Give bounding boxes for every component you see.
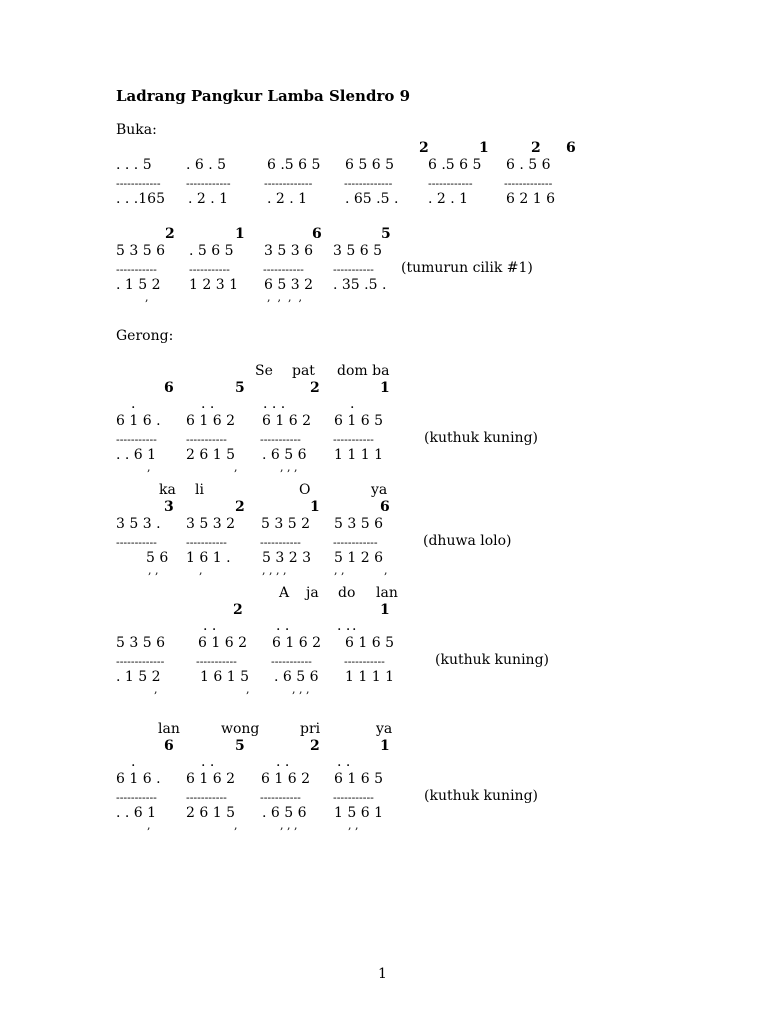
divider-line: ----------- (333, 263, 374, 276)
octave-mark: , , , (292, 683, 310, 696)
lyric-syllable: ya (371, 482, 388, 498)
octave-mark: , (145, 291, 149, 304)
notation-group: 1 1 1 1 (345, 669, 394, 685)
notation-group: 6 .5 6 5 (267, 157, 321, 173)
divider-line: ------------- (116, 655, 165, 668)
notation-group: . 5 6 5 (189, 243, 234, 259)
lyric-syllable: O (299, 482, 311, 498)
notation-group: 6 .5 6 5 (428, 157, 482, 173)
octave-mark: , , (348, 819, 359, 832)
lyric-syllable: ka (159, 482, 176, 498)
octave-dot: . (352, 618, 357, 634)
divider-line: ----------- (263, 263, 304, 276)
gong-note: 1 (380, 380, 390, 396)
octave-mark: , , (334, 564, 345, 577)
notation-group: . 6 . 5 (186, 157, 227, 173)
octave-mark: , (154, 683, 158, 696)
gong-note: 6 (566, 140, 576, 156)
notation-group: 2 6 1 5 (186, 447, 235, 463)
notation-group: 6 1 6 5 (334, 771, 383, 787)
notation-group: . . 6 1 (116, 447, 157, 463)
section-note: (kuthuk kuning) (424, 430, 538, 446)
notation-group: 1 5 6 1 (334, 805, 383, 821)
gong-note: 5 (381, 226, 391, 242)
lyric-syllable: A (279, 585, 290, 601)
divider-line: ----------- (116, 263, 157, 276)
octave-dot: . . (276, 754, 290, 770)
octave-mark: , , , (280, 461, 298, 474)
octave-mark: , , , , (262, 564, 287, 577)
divider-line: ------------ (186, 177, 231, 190)
gerong-heading: Gerong: (116, 328, 174, 344)
notation-group: . 65 .5 . (345, 191, 399, 207)
gong-note: 6 (164, 738, 174, 754)
octave-dot: . . (201, 754, 215, 770)
divider-line: ----------- (116, 433, 157, 446)
lyric-syllable: dom ba (337, 363, 390, 379)
octave-dot: . (131, 396, 136, 412)
notation-group: 1 2 3 1 (189, 277, 238, 293)
octave-dot: . (350, 396, 355, 412)
notation-group: 2 6 1 5 (186, 805, 235, 821)
notation-group: . 1 5 2 (116, 669, 161, 685)
divider-line: ----------- (196, 655, 237, 668)
divider-line: ----------- (116, 791, 157, 804)
divider-line: ----------- (186, 536, 227, 549)
notation-group: 3 5 3 . (116, 516, 161, 532)
octave-dot: . . . (263, 396, 286, 412)
divider-line: ------------ (116, 177, 161, 190)
section-note: (kuthuk kuning) (435, 652, 549, 668)
notation-group: 5 3 5 6 (334, 516, 383, 532)
octave-dot: . . (337, 754, 351, 770)
notation-group: . 2 . 1 (428, 191, 469, 207)
notation-group: 6 1 6 2 (186, 413, 235, 429)
lyric-syllable: ja (306, 585, 319, 601)
gong-note: 2 (531, 140, 541, 156)
gong-note: 3 (164, 499, 174, 515)
lyric-syllable: li (195, 482, 204, 498)
notation-group: 6 1 6 2 (261, 771, 310, 787)
divider-line: ----------- (271, 655, 312, 668)
section-note: (tumurun cilik #1) (401, 260, 533, 276)
octave-dot: . . (203, 618, 217, 634)
divider-line: ----------- (333, 791, 374, 804)
divider-line: ----------- (260, 536, 301, 549)
notation-group: . 1 5 2 (116, 277, 161, 293)
divider-line: ----------- (344, 655, 385, 668)
notation-group: 5 1 2 6 (334, 550, 383, 566)
notation-group: . 35 .5 . (333, 277, 387, 293)
notation-group: 1 6 1 5 (200, 669, 249, 685)
notation-group: . . . 5 (116, 157, 152, 173)
document-title: Ladrang Pangkur Lamba Slendro 9 (116, 87, 411, 105)
notation-group: 5 3 5 2 (261, 516, 310, 532)
octave-mark: , (147, 461, 151, 474)
notation-group: 6 1 6 2 (198, 635, 247, 651)
octave-dot: . . (276, 618, 290, 634)
notation-group: 3 5 6 5 (333, 243, 382, 259)
octave-mark: , (147, 819, 151, 832)
octave-mark: , , , , (267, 291, 302, 304)
divider-line: ------------ (333, 536, 378, 549)
gong-note: 1 (235, 226, 245, 242)
lyric-syllable: lan (158, 721, 180, 737)
divider-line: ------------ (428, 177, 473, 190)
divider-line: ----------- (189, 263, 230, 276)
gong-note: 6 (312, 226, 322, 242)
notation-group: 5 3 2 3 (262, 550, 311, 566)
gong-note: 2 (233, 602, 243, 618)
gong-note: 2 (419, 140, 429, 156)
octave-mark: , (384, 564, 388, 577)
notation-group: 6 1 6 . (116, 413, 161, 429)
notation-group: 5 6 (146, 550, 169, 566)
buka-heading: Buka: (116, 122, 157, 138)
divider-line: ------------- (264, 177, 313, 190)
gong-note: 5 (235, 738, 245, 754)
notation-group: . 6 5 6 (274, 669, 319, 685)
notation-group: . 2 . 1 (188, 191, 229, 207)
notation-group: 6 1 6 . (116, 771, 161, 787)
notation-group: 6 5 6 5 (345, 157, 394, 173)
section-note: (dhuwa lolo) (423, 533, 512, 549)
divider-line: ------------- (344, 177, 393, 190)
notation-group: 6 2 1 6 (506, 191, 555, 207)
lyric-syllable: lan (376, 585, 398, 601)
divider-line: ----------- (186, 791, 227, 804)
divider-line: ------------- (504, 177, 553, 190)
notation-group: 3 5 3 2 (186, 516, 235, 532)
notation-group: . 6 5 6 (262, 447, 307, 463)
gong-note: 2 (165, 226, 175, 242)
gong-note: 1 (479, 140, 489, 156)
octave-mark: , (234, 819, 238, 832)
notation-group: 6 . 5 6 (506, 157, 551, 173)
lyric-syllable: pat (292, 363, 315, 379)
notation-group: . 2 . 1 (267, 191, 308, 207)
gong-note: 2 (310, 380, 320, 396)
notation-group: 3 5 3 6 (264, 243, 313, 259)
octave-dot: . . (337, 618, 351, 634)
gong-note: 1 (310, 499, 320, 515)
gong-note: 6 (164, 380, 174, 396)
lyric-syllable: wong (221, 721, 260, 737)
notation-group: 1 1 1 1 (334, 447, 383, 463)
gong-note: 2 (310, 738, 320, 754)
notation-group: 6 1 6 2 (272, 635, 321, 651)
notation-group: 5 3 5 6 (116, 243, 165, 259)
octave-mark: , (199, 564, 203, 577)
divider-line: ----------- (116, 536, 157, 549)
gong-note: 1 (380, 738, 390, 754)
notation-group: 6 1 6 2 (262, 413, 311, 429)
divider-line: ----------- (186, 433, 227, 446)
gong-note: 6 (380, 499, 390, 515)
page-number: 1 (378, 966, 387, 982)
notation-group: 6 1 6 5 (334, 413, 383, 429)
notation-group: 1 6 1 . (186, 550, 231, 566)
divider-line: ----------- (260, 791, 301, 804)
octave-mark: , (246, 683, 250, 696)
notation-group: . . 6 1 (116, 805, 157, 821)
octave-mark: , , (148, 564, 159, 577)
lyric-syllable: Se (255, 363, 273, 379)
divider-line: ----------- (333, 433, 374, 446)
lyric-syllable: do (338, 585, 356, 601)
notation-group: 6 5 3 2 (264, 277, 313, 293)
lyric-syllable: pri (300, 721, 321, 737)
lyric-syllable: ya (376, 721, 393, 737)
section-note: (kuthuk kuning) (424, 788, 538, 804)
notation-group: 5 3 5 6 (116, 635, 165, 651)
gong-note: 2 (235, 499, 245, 515)
gong-note: 5 (235, 380, 245, 396)
octave-dot: . (131, 754, 136, 770)
octave-dot: . . (201, 396, 215, 412)
notation-group: 6 1 6 2 (186, 771, 235, 787)
octave-mark: , (234, 461, 238, 474)
notation-group: . . .165 (116, 191, 165, 207)
notation-group: . 6 5 6 (262, 805, 307, 821)
divider-line: ----------- (260, 433, 301, 446)
notation-group: 6 1 6 5 (345, 635, 394, 651)
gong-note: 1 (380, 602, 390, 618)
octave-mark: , , , (280, 819, 298, 832)
